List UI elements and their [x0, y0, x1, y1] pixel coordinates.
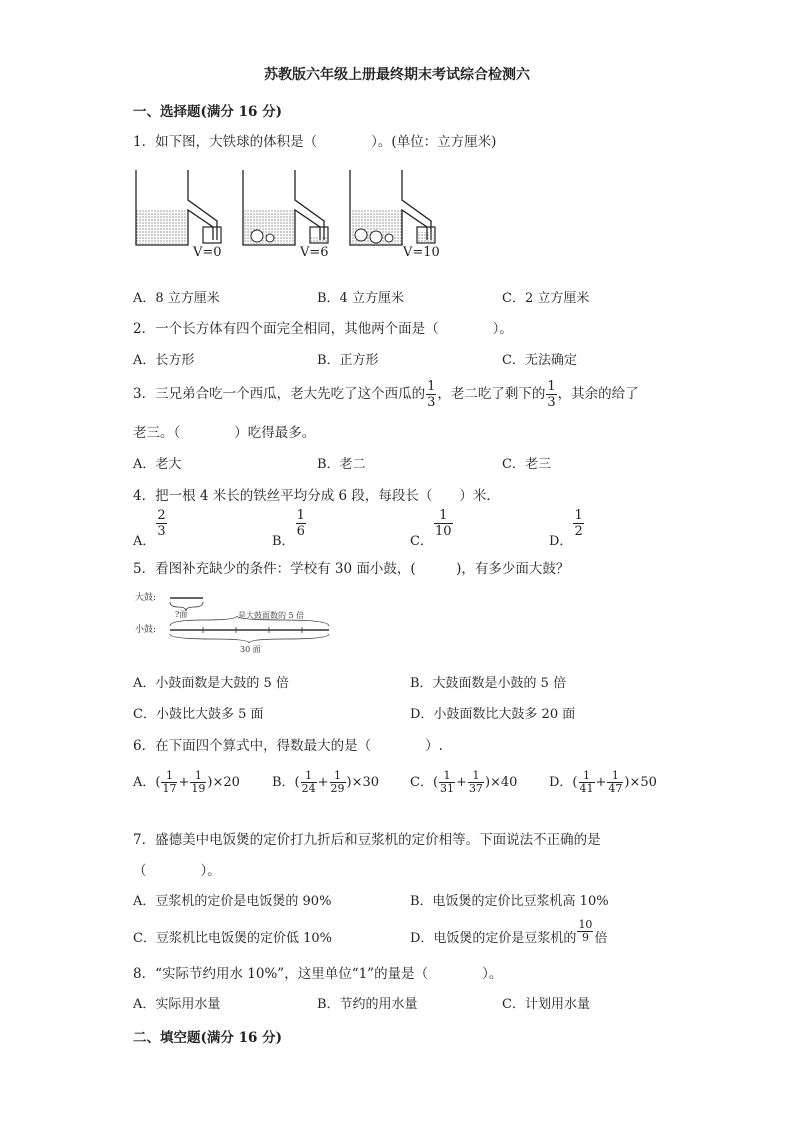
q3-option-b[interactable]: B．老二 [317, 457, 366, 472]
unknown-label: ?面 [175, 610, 188, 619]
question-5: 5．看图补充缺少的条件：学校有 30 面小鼓，( )，有多少面大鼓？ [133, 561, 570, 577]
q6-option-c[interactable]: C．( $\frac{1}{31}$ + $\frac{1}{37}$ )×40 [410, 769, 518, 795]
frac-denominator: 10 [434, 524, 452, 539]
small-drum-label: 小鼓: [135, 625, 157, 635]
multiplier: )×40 [484, 775, 518, 790]
question-3-line-2: 老三。（ ）吃得最多。 [133, 425, 316, 441]
frac-numerator: 1 [434, 508, 453, 524]
frac-denominator: 37 [468, 782, 483, 795]
q4-option-a[interactable] [133, 508, 168, 549]
q3-option-c[interactable]: C．老三 [502, 457, 551, 472]
q4-fraction-c [434, 508, 453, 539]
q1-option-a[interactable]: A．8 立方厘米 [133, 291, 220, 306]
frac-numerator: 1 [547, 379, 556, 394]
frac-denominator: 9 [581, 931, 589, 944]
frac-denominator: 19 [191, 782, 206, 795]
frac-denominator: 31 [440, 782, 455, 795]
q7-option-b[interactable]: B．电饭煲的定价比豆浆机高 10% [410, 894, 609, 909]
page-title: 苏教版六年级上册最终期末考试综合检测六 [264, 67, 530, 83]
q3-text-c: ，其余的给了 [557, 386, 639, 402]
q1-option-c[interactable]: C．2 立方厘米 [502, 291, 590, 306]
option-label: D． [549, 534, 573, 549]
question-3-line-1 [133, 379, 639, 410]
q5-option-b[interactable]: B．大鼓面数是小鼓的 5 倍 [410, 676, 567, 691]
q5-option-a[interactable]: A．小鼓面数是大鼓的 5 倍 [133, 676, 289, 691]
q6-option-b[interactable]: B．( $\frac{1}{24}$ + $\frac{1}{29}$ )×30 [272, 769, 380, 795]
section-heading-fill: 二、填空题(满分 16 分) [133, 1030, 282, 1046]
question-4: 4．把一根 4 米长的铁丝平均分成 6 段，每段长（ ）米． [133, 488, 500, 504]
multiplier: )×30 [346, 775, 380, 790]
section-heading-choice: 一、选择题(满分 16 分) [133, 104, 282, 120]
question-7-line-1: 7．盛德美中电饭煲的定价打九折后和豆浆机的定价相等。下面说法不正确的是 [133, 832, 601, 848]
frac-numerator: 1 [574, 508, 583, 523]
fraction: $\frac{1}{31}$ [440, 769, 455, 795]
q2-option-c[interactable]: C．无法确定 [502, 353, 577, 368]
frac-denominator: 3 [427, 395, 436, 410]
option-label: B． [272, 534, 295, 549]
frac-denominator: 17 [162, 782, 177, 795]
q6-option-a[interactable]: A．( $\frac{1}{17}$ + $\frac{1}{19}$ )×20 [133, 769, 240, 795]
frac-denominator: 41 [579, 782, 594, 795]
q4-fraction-a [156, 508, 166, 539]
q6-option-d[interactable]: D．( $\frac{1}{41}$ + $\frac{1}{47}$ )×50 [549, 769, 657, 795]
fraction: $\frac{1}{41}$ [579, 769, 594, 795]
q8-option-a[interactable]: A．实际用水量 [133, 997, 221, 1012]
drum-diagram [133, 588, 338, 658]
beaker-1 [136, 170, 221, 245]
q4-option-c[interactable] [410, 508, 454, 549]
q4-fraction-d [573, 508, 583, 539]
frac-numerator: 1 [427, 379, 436, 394]
big-drum-label: 大鼓: [135, 593, 157, 603]
question-8: 8．“实际节约用水 10%”，这里单位“1”的量是（ ）。 [133, 966, 503, 982]
q7-option-c[interactable]: C．豆浆机比电饭煲的定价低 10% [133, 931, 332, 946]
beaker-label-1: V=0 [193, 245, 222, 260]
fraction-ten-ninths [577, 919, 593, 944]
q2-option-a[interactable]: A．长方形 [133, 353, 195, 368]
q7-option-a[interactable]: A．豆浆机的定价是电饭煲的 90% [133, 894, 332, 909]
frac-numerator: 2 [157, 508, 166, 523]
question-1: 1．如下图，大铁球的体积是（ ）。(单位：立方厘米) [133, 134, 497, 150]
fraction: $\frac{1}{37}$ [468, 769, 483, 795]
frac-denominator: 47 [608, 782, 623, 795]
fraction: $\frac{1}{29}$ [330, 769, 345, 795]
frac-denominator: 2 [574, 524, 583, 539]
beaker-label-2: V=6 [300, 245, 329, 260]
option-label: B．( [272, 775, 300, 790]
frac-denominator: 29 [330, 782, 345, 795]
option-label: C．( [410, 775, 439, 790]
q1-option-b[interactable]: B．4 立方厘米 [317, 291, 404, 306]
question-7-line-2: （ ）。 [133, 863, 221, 879]
q3-option-a[interactable]: A．老大 [133, 457, 182, 472]
q2-option-b[interactable]: B．正方形 [317, 353, 379, 368]
beaker-label-3: V=10 [403, 245, 440, 260]
question-2: 2．一个长方体有四个面完全相同，其他两个面是（ ）。 [133, 321, 513, 337]
fraction: $\frac{1}{19}$ [191, 769, 206, 795]
beaker-3 [350, 170, 435, 245]
q8-option-b[interactable]: B．节约的用水量 [317, 997, 418, 1012]
beaker-2 [243, 170, 328, 245]
option-label: A． [133, 534, 156, 549]
option-text: 倍 [594, 931, 608, 946]
option-label: A．( [133, 775, 161, 790]
q3-text-b: ，老二吃了剩下的 [437, 386, 546, 402]
frac-denominator: 6 [296, 524, 305, 539]
q4-option-d[interactable] [549, 508, 585, 549]
option-label: D．( [549, 775, 578, 790]
multiplier: )×20 [207, 775, 240, 790]
frac-numerator: 1 [296, 508, 305, 523]
frac-denominator: 3 [547, 395, 556, 410]
q5-option-d[interactable]: D．小鼓面数比大鼓多 20 面 [410, 707, 576, 722]
q4-option-b[interactable] [272, 508, 307, 549]
q4-fraction-b [296, 508, 306, 539]
option-text: D．电饭煲的定价是豆浆机的 [410, 931, 577, 946]
question-6: 6．在下面四个算式中，得数最大的是（ ）. [133, 738, 443, 754]
total-label: 30 面 [240, 645, 261, 654]
q8-option-c[interactable]: C．计划用水量 [502, 997, 590, 1012]
multiplier: )×50 [624, 775, 657, 790]
option-label: C． [410, 534, 433, 549]
frac-denominator: 24 [301, 782, 316, 795]
q3-text-a: 3．三兄弟合吃一个西瓜，老大先吃了这个西瓜的 [133, 386, 426, 402]
relation-label: 是大鼓面数的 5 倍 [238, 611, 305, 620]
fraction-one-third-b [546, 379, 556, 410]
frac-numerator: 10 [578, 918, 593, 931]
fraction: $\frac{1}{47}$ [608, 769, 623, 795]
fraction: $\frac{1}{24}$ [301, 769, 316, 795]
fraction: $\frac{1}{17}$ [162, 769, 177, 795]
frac-denominator: 3 [157, 524, 166, 539]
q7-option-d[interactable] [410, 919, 607, 946]
fraction-one-third-a [426, 379, 436, 410]
q5-option-c[interactable]: C．小鼓比大鼓多 5 面 [133, 707, 264, 722]
